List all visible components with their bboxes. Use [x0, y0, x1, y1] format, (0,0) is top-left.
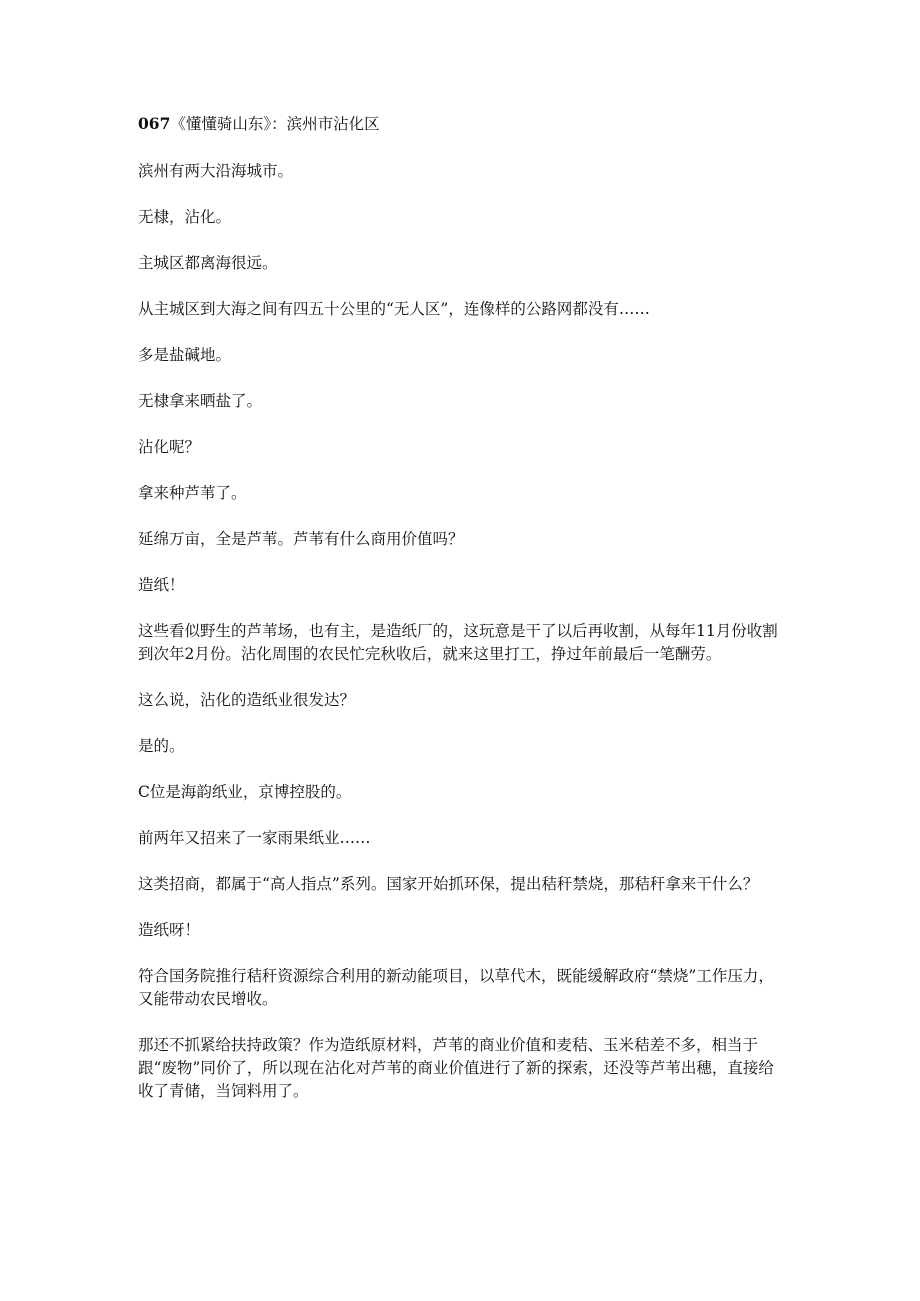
paragraph-8: 拿来种芦苇了。 — [138, 484, 247, 502]
paragraph-7: 沾化呢？ — [138, 438, 201, 456]
paragraph-18: 符合国务院推行秸秆资源综合利用的新动能项目，以草代木，既能缓解政府“禁烧”工作压力，又能带动农民增收。 — [138, 967, 774, 1008]
paragraph-3: 主城区都离海很远。 — [138, 254, 278, 272]
paragraph-10: 造纸！ — [138, 576, 185, 594]
document-body — [138, 112, 786, 1126]
title-number: 067 — [138, 114, 171, 133]
paragraph-13: 是的。 — [138, 737, 185, 755]
paragraph-5: 多是盐碱地。 — [138, 346, 232, 364]
paragraph-11: 这些看似野生的芦苇场，也有主，是造纸厂的，这玩意是干了以后再收割，从每年11月份收割到次年2月份。沾化周围的农民忙完秋收后，就来这里打工，挣过年前最后一笔酬劳。 — [138, 622, 778, 663]
paragraph-19: 那还不抓紧给扶持政策？作为造纸原材料，芦苇的商业价值和麦秸、玉米秸差不多，相当于跟“废物”同价了，所以现在沾化对芦苇的商业价值进行了新的探索，还没等芦苇出穗，直接给收了青储，当饲料用了。 — [138, 1036, 774, 1100]
paragraph-12: 这么说，沾化的造纸业很发达？ — [138, 691, 356, 709]
paragraph-14: C位是海韵纸业，京博控股的。 — [138, 783, 352, 801]
document-title — [138, 112, 786, 136]
paragraph-4: 从主城区到大海之间有四五十公里的“无人区”，连像样的公路网都没有…… — [138, 300, 650, 318]
paragraph-9: 延绵万亩，全是芦苇。芦苇有什么商用价值吗？ — [138, 530, 464, 548]
paragraph-6: 无棣拿来晒盐了。 — [138, 392, 263, 410]
paragraph-1: 滨州有两大沿海城市。 — [138, 162, 294, 180]
paragraph-2: 无棣，沾化。 — [138, 208, 232, 226]
title-text: 《懂懂骑山东》：滨州市沾化区 — [170, 115, 380, 133]
paragraph-17: 造纸呀！ — [138, 921, 201, 939]
paragraph-15: 前两年又招来了一家雨果纸业…… — [138, 829, 371, 847]
paragraph-16: 这类招商，都属于“高人指点”系列。国家开始抓环保，提出秸秆禁烧，那秸秆拿来干什么？ — [138, 875, 759, 893]
